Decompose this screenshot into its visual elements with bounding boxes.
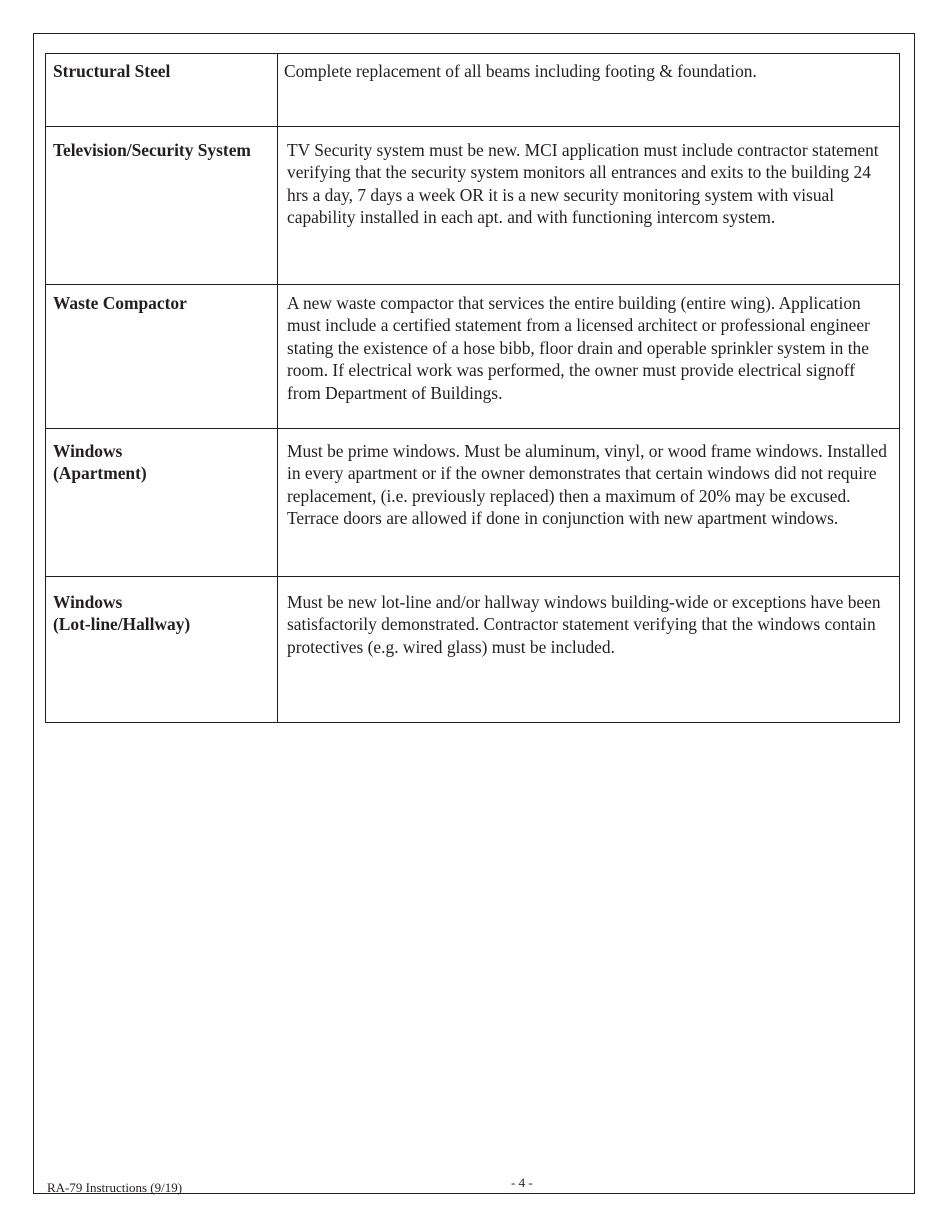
mci-requirements-table [45, 53, 900, 723]
item-label-cell [46, 577, 278, 723]
form-identifier: RA-79 Instructions (9/19) [47, 1180, 183, 1195]
item-description: Must be prime windows. Must be aluminum, vinyl, or wood frame windows. Installed in every apartment or if the owner demonstrates that certain windows did not require replacement, (i.e. previously replaced) then a maximum of 20% may be excused. Terrace doors are allowed if done in conjunction with new apartment windows. [278, 429, 900, 577]
item-label: Waste Compactor [53, 293, 187, 313]
table-row-windows-lot-line-hallway [46, 577, 900, 723]
item-label-cell [46, 285, 278, 429]
item-label-cell [46, 54, 278, 127]
item-description: Complete replacement of all beams including footing & foundation. [278, 54, 900, 127]
item-label-qualifier: (Apartment) [53, 463, 147, 484]
item-description: Must be new lot-line and/or hallway windows building-wide or exceptions have been satisfactorily demonstrated. Contractor statement verifying that the windows contain protectives (e.g. wired glass) must be included. [278, 577, 900, 723]
page-number: - 4 - [511, 1175, 533, 1190]
item-description: A new waste compactor that services the entire building (entire wing). Application must include a certified statement from a licensed architect or professional engineer stating the existence of a hose bibb, floor drain and operable sprinkler system in the room. If electrical work was performed, the owner must provide electrical signoff from Department of Buildings. [278, 285, 900, 429]
item-label: Television/Security System [53, 140, 251, 160]
table-row-windows-apartment [46, 429, 900, 577]
table-row-structural-steel [46, 54, 900, 127]
item-label-cell [46, 127, 278, 285]
item-label-qualifier: (Lot-line/Hallway) [53, 614, 191, 635]
item-label: Windows [53, 592, 123, 612]
table-row-waste-compactor [46, 285, 900, 429]
item-label-cell [46, 429, 278, 577]
table-row-television-security [46, 127, 900, 285]
item-label: Structural Steel [53, 61, 171, 81]
item-description: TV Security system must be new. MCI application must include contractor statement verifying that the security system monitors all entrances and exits to the building 24 hrs a day, 7 days a week OR it is a new security monitoring system with visual capability installed in each apt. and with functioning intercom system. [278, 127, 900, 285]
item-label: Windows [53, 441, 123, 461]
